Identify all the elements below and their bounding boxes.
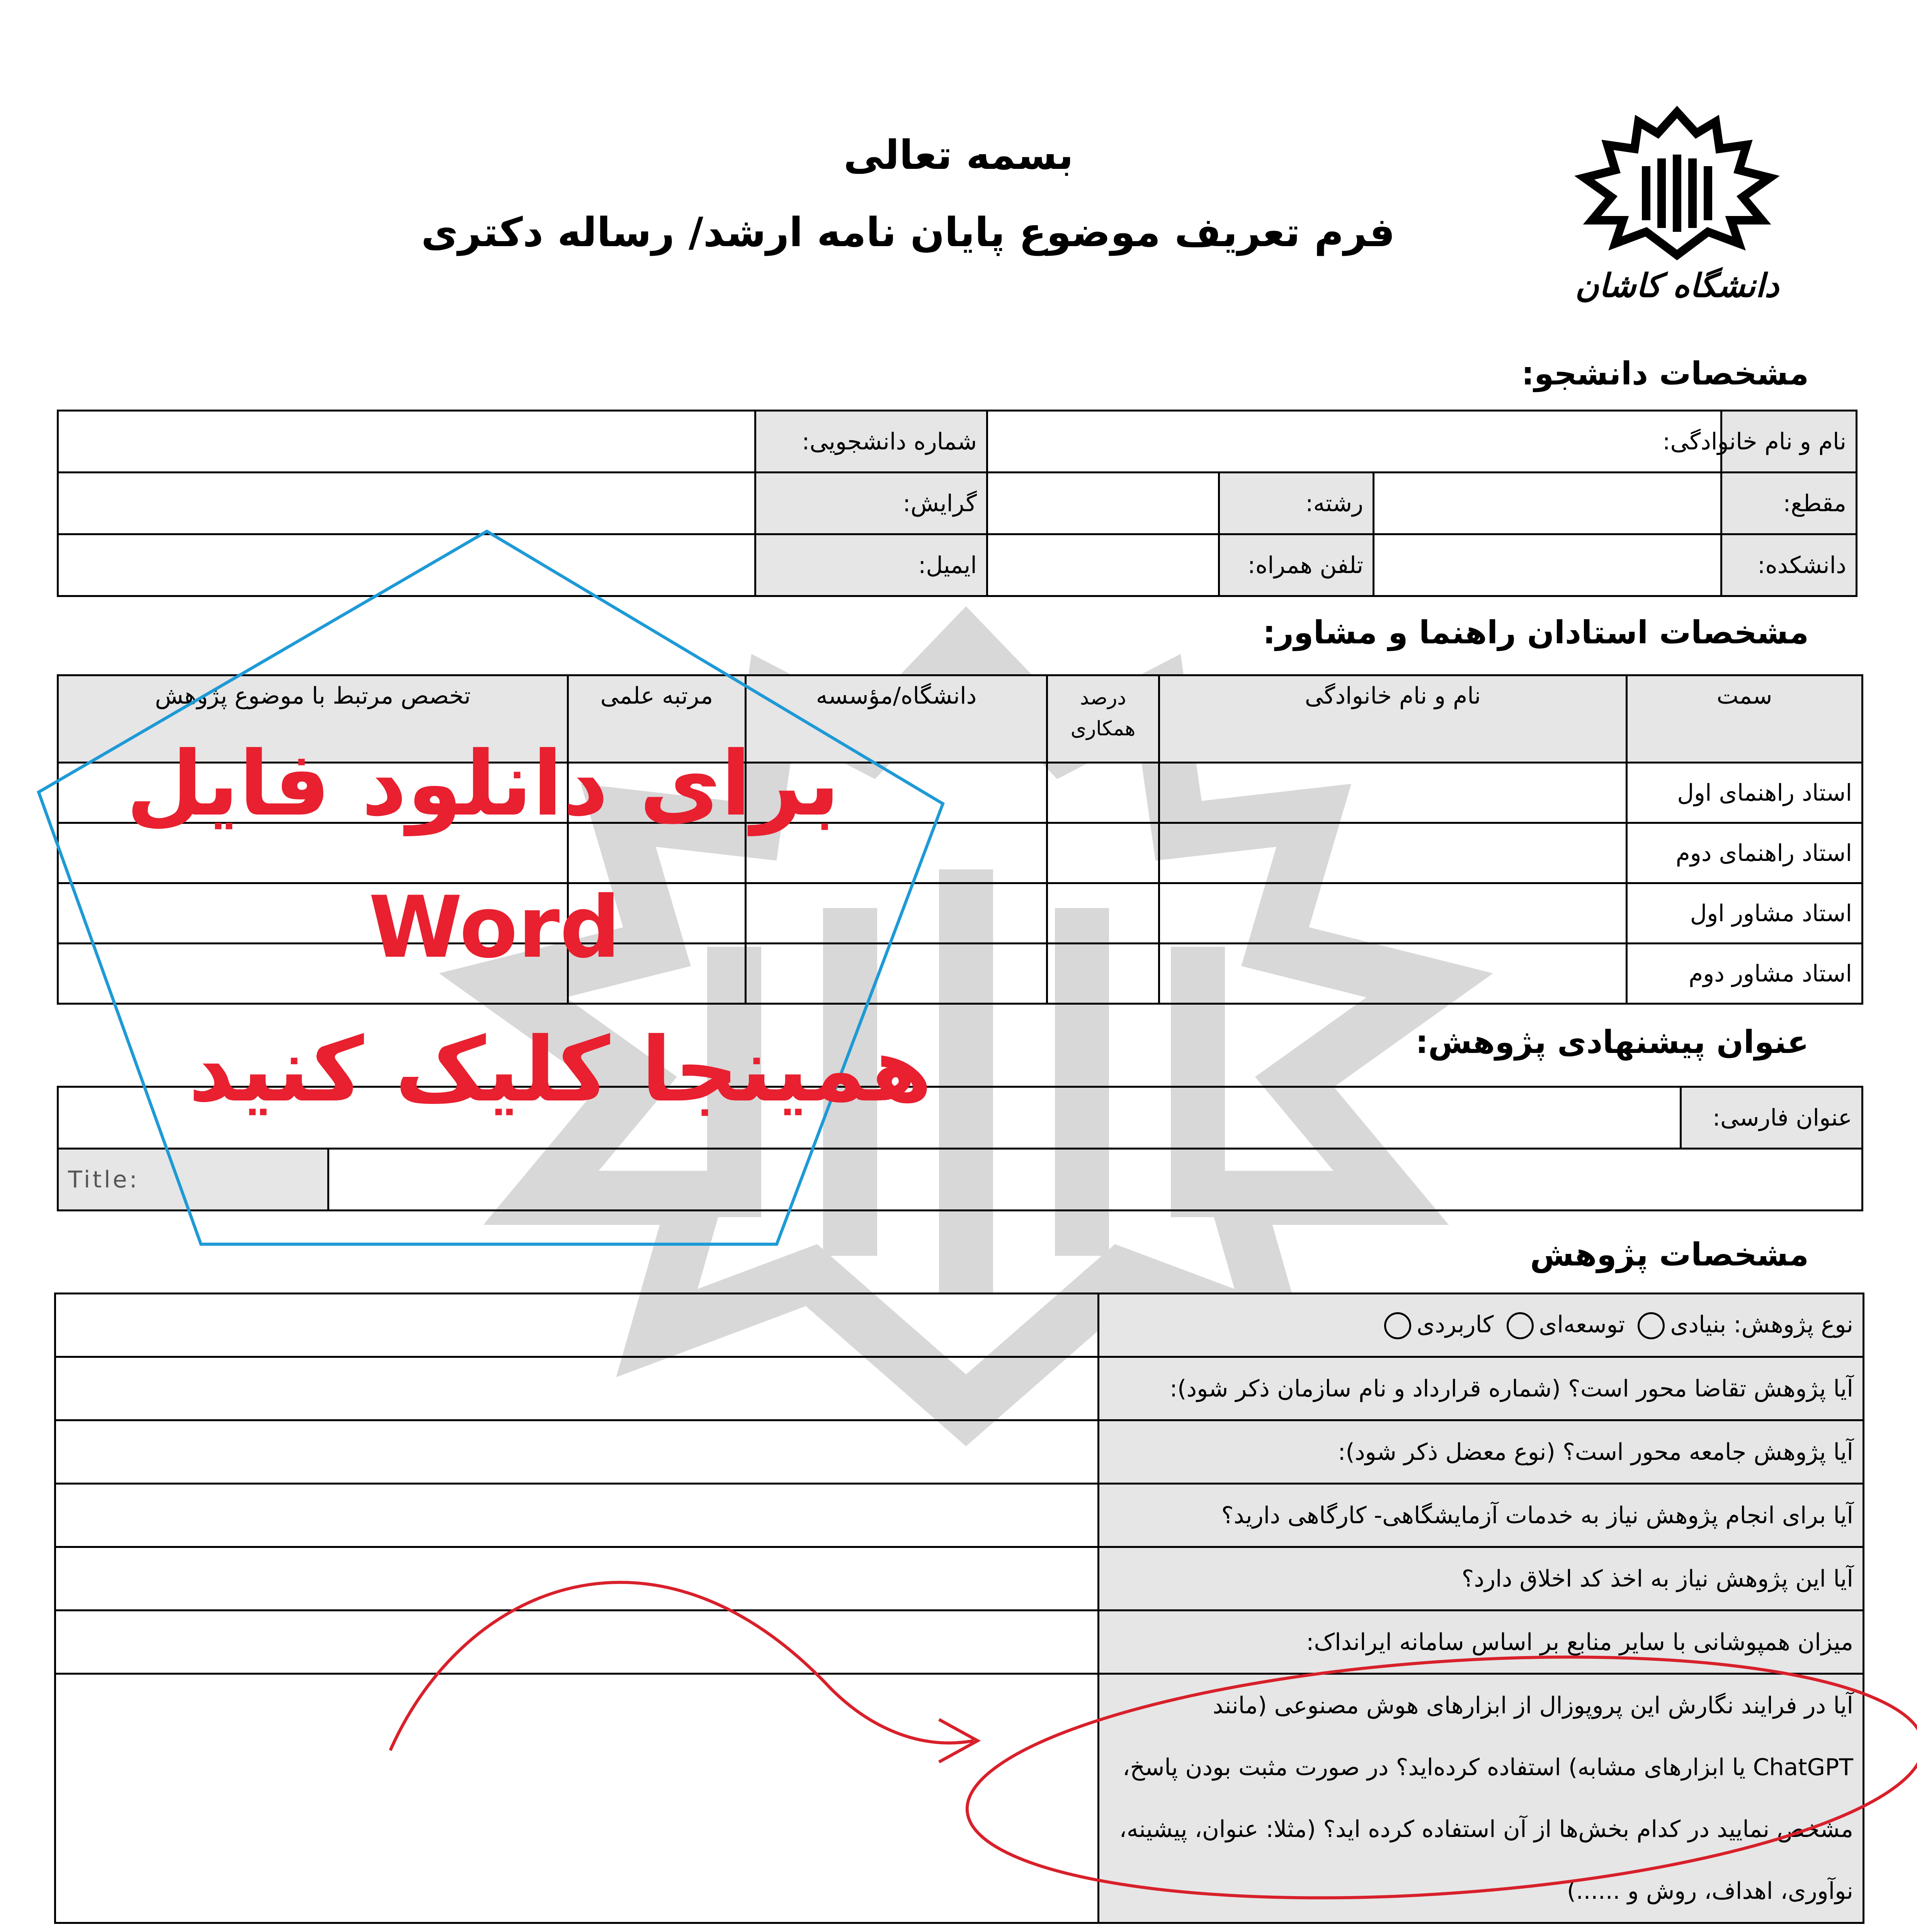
email-label: ایمیل: (755, 534, 987, 596)
question-demand: آیا پژوهش تقاضا محور است؟ (شماره قرارداد و نام سازمان ذکر شود): (1099, 1357, 1864, 1420)
download-link-line3[interactable]: همینجا کلیک کنید (188, 1019, 932, 1122)
download-link-line1[interactable]: برای دانلود فایل (126, 733, 840, 836)
research-section-title: مشخصات پژوهش (1530, 1236, 1809, 1273)
research-type-answer[interactable] (55, 1294, 1099, 1357)
advisors-section-title: مشخصات استادان راهنما و مشاور: (1262, 614, 1809, 651)
type-developmental-option: توسعه‌ای (1539, 1311, 1625, 1338)
research-type-row (1099, 1294, 1864, 1357)
question-lab: آیا برای انجام پژوهش نیاز به خدمات آزمایشگاهی- کارگاهی دارید؟ (1099, 1484, 1864, 1547)
orientation-label: گرایش: (755, 473, 987, 534)
role-advisor-2: استاد مشاور دوم (1627, 944, 1863, 1004)
question-ai-tools: آیا در فرایند نگارش این پروپوزال از ابزارهای هوش مصنوعی (مانند ChatGPT یا ابزارهای مشابه) استفاده کرده‌اید؟ در صورت مثبت بودن پاسخ، مشخص نمایید در کدام بخش‌ها از آن استفاده کرده اید؟ (مثلا: عنوان، پیشینه، نوآوری، اهداف، روش و ......) (1099, 1674, 1864, 1923)
type-basic-option: بنیادی (1670, 1311, 1726, 1338)
faculty-label: دانشکده: (1721, 534, 1857, 596)
student-no-field[interactable] (58, 411, 755, 473)
orientation-field[interactable] (58, 473, 755, 534)
question-overlap: میزان همپوشانی با سایر منابع بر اساس سامانه ایرانداک: (1099, 1611, 1864, 1674)
research-type-label: نوع پژوهش: (1733, 1311, 1853, 1338)
student-no-label: شماره دانشجویی: (755, 411, 987, 473)
mobile-field[interactable] (987, 534, 1219, 596)
cell[interactable] (1047, 944, 1159, 1004)
level-label: مقطع: (1721, 473, 1857, 534)
header-name: نام و نام خانوادگی (1159, 675, 1627, 763)
name-field[interactable] (987, 411, 1721, 473)
university-logo (1561, 104, 1793, 286)
question-ethics: آیا این پژوهش نیاز به اخذ کد اخلاق دارد؟ (1099, 1547, 1864, 1611)
major-field[interactable] (987, 473, 1219, 534)
basmala: بسمه تعالی (844, 131, 1073, 179)
university-logo-text: دانشگاه کاشان (1575, 267, 1779, 304)
header-expertise: تخصص مرتبط با موضوع پژوهش (58, 675, 568, 763)
answer-community[interactable] (55, 1420, 1099, 1484)
cell[interactable] (1047, 883, 1159, 944)
question-community: آیا پژوهش جامعه محور است؟ (نوع معضل ذکر شود): (1099, 1420, 1864, 1484)
name-label: نام و نام خانوادگی: (1721, 411, 1857, 473)
persian-title-label: عنوان فارسی: (1681, 1087, 1863, 1149)
header-rank: مرتبه علمی (568, 675, 746, 763)
faculty-field[interactable] (1374, 534, 1721, 596)
radio-applied[interactable] (1384, 1312, 1411, 1339)
cell[interactable] (1047, 763, 1159, 823)
role-advisor-1: استاد مشاور اول (1627, 883, 1863, 944)
header-percent: درصد همکاری (1047, 675, 1159, 763)
radio-developmental[interactable] (1507, 1312, 1534, 1339)
radio-basic[interactable] (1638, 1312, 1665, 1339)
role-supervisor-2: استاد راهنمای دوم (1627, 823, 1863, 883)
annotation-arrow-icon (0, 1526, 1917, 1932)
answer-demand[interactable] (55, 1357, 1099, 1420)
cell[interactable] (1159, 823, 1627, 883)
cell[interactable] (1047, 823, 1159, 883)
download-link-word[interactable]: Word (369, 878, 621, 977)
header-role: سمت (1627, 675, 1863, 763)
type-applied-option: کاربردی (1417, 1311, 1494, 1338)
cell[interactable] (1159, 883, 1627, 944)
student-section-title: مشخصات دانشجو: (1521, 355, 1809, 392)
major-label: رشته: (1219, 473, 1374, 534)
level-field[interactable] (1374, 473, 1721, 534)
english-title-label: Title: (58, 1149, 328, 1211)
cell[interactable] (1159, 944, 1627, 1004)
form-title: فرم تعریف موضوع پایان نامه ارشد/ رساله دکتری (421, 209, 1395, 256)
mobile-label: تلفن همراه: (1219, 534, 1374, 596)
header-university: دانشگاه/مؤسسه (746, 675, 1047, 763)
proposal-title-section: عنوان پیشنهادی پژوهش: (1415, 1024, 1809, 1061)
cell[interactable] (1159, 763, 1627, 823)
role-supervisor-1: استاد راهنمای اول (1627, 763, 1863, 823)
